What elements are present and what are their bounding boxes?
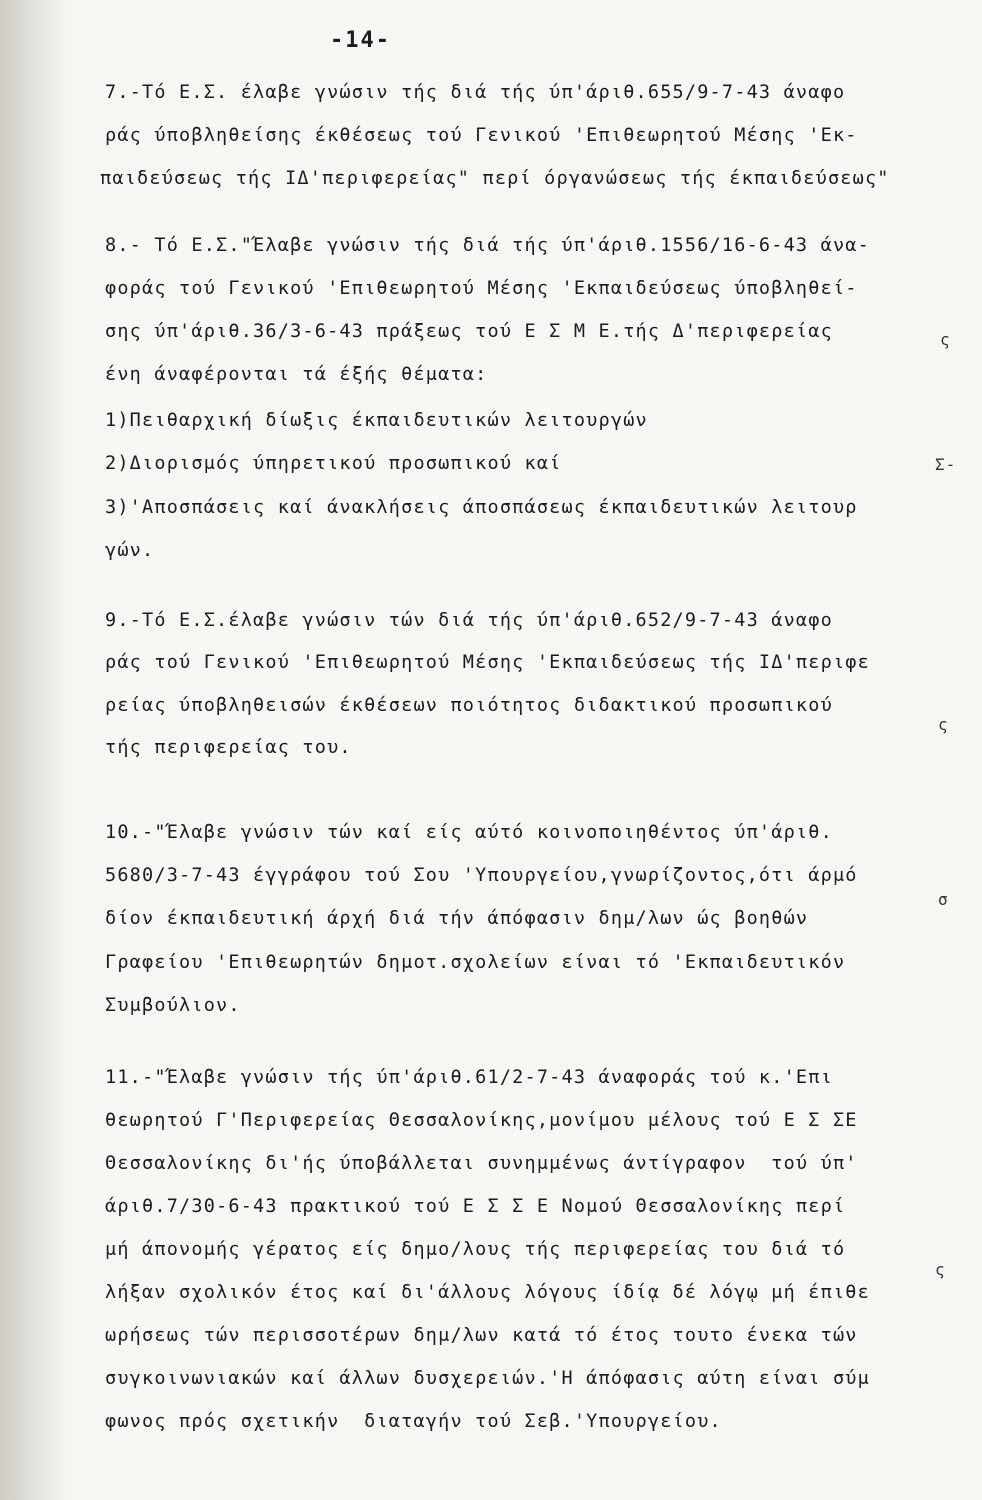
margin-mark: ς [935,1260,946,1279]
item-7-line-3: παιδεύσεως τής ΙΔ'περιφερείας" περί όργανώσεως τής έκπαιδεύσεως" [100,168,890,189]
item-7-line-1: 7.-Τό Ε.Σ. έλαβε γνώσιν τής διά τής ύπ'άριθ.655/9-7-43 άναφο [105,82,846,103]
item-11-line-5: μή άπονομής γέρατος είς δημο/λους τής περιφερείας του διά τό [105,1239,846,1260]
item-11-line-7: ωρήσεως τών περισσοτέρων δημ/λων κατά τό έτος τουτο ένεκα τών [105,1325,858,1346]
margin-mark: σ [938,890,949,909]
item-7-line-2: ράς ύποβληθείσης έκθέσεως τού Γενικού 'Επιθεωρητού Μέσης 'Εκ- [105,125,858,146]
item-9-line-2: ράς τού Γενικού 'Επιθεωρητού Μέσης 'Εκπαιδεύσεως τής ΙΔ'περιφε [105,652,870,673]
item-10-line-4: Γραφείου 'Επιθεωρητών δημοτ.σχολείων είναι τό 'Εκπαιδευτικόν [105,952,846,973]
item-8-subitem-2: 2)Διορισμός ύπηρετικού προσωπικού καί [105,453,562,474]
item-11-line-6: λήξαν σχολικόν έτος καί δι'άλλους λόγους ίδίᾳ δέ λόγῳ μή έπιθε [105,1282,870,1303]
item-10-line-2: 5680/3-7-43 έγγράφου τού Σου 'Υπουργείου,γνωρίζοντος,ότι άρμό [105,865,858,886]
item-11-line-8: συγκοινωνιακών καί άλλων δυσχερειών.'Η άπόφασις αύτη είναι σύμ [105,1368,870,1389]
item-11-line-2: θεωρητού Γ'Περιφερείας Θεσσαλονίκης,μονίμου μέλους τού Ε Σ ΣΕ [105,1110,858,1131]
item-8-subitem-3-cont: γών. [105,540,155,561]
item-8-subitem-1: 1)Πειθαρχική δίωξις έκπαιδευτικών λειτουργών [105,410,648,431]
item-11-line-9: φωνος πρός σχετικήν διαταγήν τού Σεβ.'Υπουργείου. [105,1411,722,1432]
item-11-line-4: άριθ.7/30-6-43 πρακτικού τού Ε Σ Σ Ε Νομού Θεσσαλονίκης περί [105,1196,846,1217]
item-8-line-3: σης ύπ'άριθ.36/3-6-43 πράξεως τού Ε Σ Μ Ε.τής Δ'περιφερείας [105,321,833,342]
scan-edge-shadow [0,0,70,1500]
page-number: -14- [330,28,391,53]
item-11-line-3: Θεσσαλονίκης δι'ής ύποβάλλεται συνημμένως άντίγραφον τού ύπ' [105,1153,858,1174]
margin-mark: ς [940,330,951,349]
item-8-line-4: ένη άναφέρονται τά έξής θέματα: [105,364,488,385]
item-8-line-2: φοράς τού Γενικού 'Επιθεωρητού Μέσης 'Εκπαιδεύσεως ύποβληθεί- [105,278,858,299]
margin-mark: ς [938,715,949,734]
item-8-subitem-3: 3)'Αποσπάσεις καί άνακλήσεις άποσπάσεως έκπαιδευτικών λειτουρ [105,497,858,518]
item-10-line-5: Συμβούλιον. [105,995,241,1016]
item-10-line-1: 10.-"Έλαβε γνώσιν τών καί είς αύτό κοινοποιηθέντος ύπ'άριθ. [105,822,833,843]
item-10-line-3: δίον έκπαιδευτική άρχή διά τήν άπόφασιν δημ/λων ώς βοηθών [105,908,809,929]
item-11-line-1: 11.-"Έλαβε γνώσιν τής ύπ'άριθ.61/2-7-43 άναφοράς τού κ.'Επι [105,1067,833,1088]
margin-mark: Σ- [935,455,957,474]
item-9-line-4: τής περιφερείας του. [105,737,352,758]
item-9-line-3: ρείας ύποβληθεισών έκθέσεων ποιότητος διδακτικού προσωπικού [105,695,833,716]
item-9-line-1: 9.-Τό Ε.Σ.έλαβε γνώσιν τών διά τής ύπ'άριθ.652/9-7-43 άναφο [105,610,833,631]
item-8-line-1: 8.- Τό Ε.Σ."Έλαβε γνώσιν τής διά τής ύπ'άριθ.1556/16-6-43 άνα- [105,235,870,256]
